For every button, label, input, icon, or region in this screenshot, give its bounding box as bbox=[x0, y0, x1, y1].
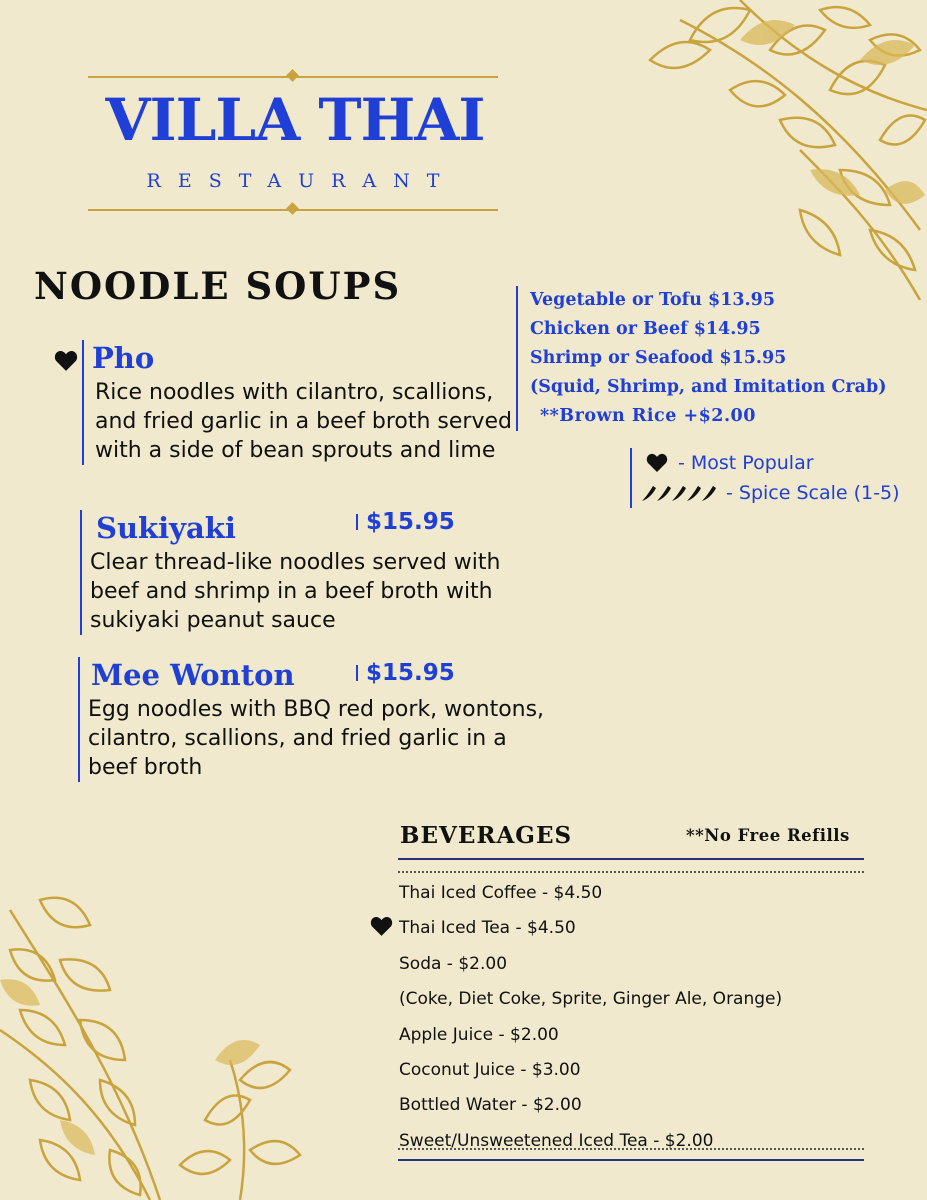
legend-popular-label: - Most Popular bbox=[678, 452, 814, 474]
list-item: Coconut Juice - $3.00 bbox=[399, 1060, 581, 1081]
restaurant-subtitle: RESTAURANT bbox=[146, 170, 457, 192]
item-description: Rice noodles with cilantro, scallions, and fried garlic in a beef broth served with a side of bean sprouts and lime bbox=[95, 380, 512, 463]
list-item: Thai Iced Tea - $4.50 bbox=[399, 918, 576, 939]
gold-leaf-decoration-bottom-left bbox=[0, 880, 320, 1200]
gold-leaf-decoration-top-right bbox=[620, 0, 927, 300]
list-item: (Coke, Diet Coke, Sprite, Ginger Ale, Orange) bbox=[399, 989, 783, 1010]
item-name: Mee Wonton bbox=[91, 658, 295, 692]
restaurant-title: VILLA THAI bbox=[105, 86, 485, 154]
list-item: Thai Iced Coffee - $4.50 bbox=[399, 883, 603, 903]
header-bottom-rule bbox=[88, 209, 498, 211]
beverages-dotted-rule bbox=[398, 871, 864, 873]
legend bbox=[630, 448, 927, 508]
beverages-note: **No Free Refills bbox=[686, 826, 850, 845]
list-item: Soda - $2.00 bbox=[399, 953, 508, 974]
item-price: $15.95 bbox=[356, 509, 455, 535]
heart-icon bbox=[646, 453, 668, 473]
list-item: Bottled Water - $2.00 bbox=[399, 1095, 582, 1116]
beverages-dotted-rule-bottom bbox=[398, 1148, 864, 1150]
list-item: Apple Juice - $2.00 bbox=[399, 1024, 559, 1045]
item-name: Pho bbox=[92, 341, 155, 375]
brown-rice-addon: **Brown Rice +$2.00 bbox=[540, 406, 756, 426]
legend-spice bbox=[646, 478, 927, 508]
menu-item-mee-wonton bbox=[78, 657, 548, 782]
price-list bbox=[516, 286, 920, 431]
beverages-bottom-rule bbox=[398, 1159, 864, 1161]
item-description: Egg noodles with BBQ red pork, wontons, cilantro, scallions, and fried garlic in a beef broth bbox=[88, 697, 545, 780]
seafood-note: (Squid, Shrimp, and Imitation Crab) bbox=[530, 377, 887, 397]
chili-pepper-icon bbox=[640, 483, 720, 503]
legend-spice-label: - Spice Scale (1-5) bbox=[726, 482, 900, 504]
list-item: Sweet/Unsweetened Iced Tea - $2.00 bbox=[399, 1130, 714, 1151]
item-description: Clear thread-like noodles served with beef and shrimp in a beef broth with sukiyaki peanut sauce bbox=[90, 550, 501, 633]
heart-icon bbox=[54, 350, 78, 372]
heart-icon bbox=[370, 916, 393, 937]
beverages-list bbox=[399, 876, 782, 1159]
item-name: Sukiyaki bbox=[96, 511, 236, 545]
price-vegetable-tofu: Vegetable or Tofu $13.95 bbox=[530, 290, 775, 310]
price-chicken-beef: Chicken or Beef $14.95 bbox=[530, 319, 761, 339]
menu-item-pho bbox=[82, 340, 512, 465]
beverages-top-rule bbox=[398, 858, 864, 860]
beverages-title: BEVERAGES bbox=[400, 822, 573, 849]
header-top-rule bbox=[88, 76, 498, 78]
legend-popular bbox=[646, 448, 927, 478]
menu-item-sukiyaki bbox=[80, 510, 550, 635]
item-price: $15.95 bbox=[356, 660, 455, 686]
section-title: NOODLE SOUPS bbox=[34, 264, 402, 308]
price-shrimp-seafood: Shrimp or Seafood $15.95 bbox=[530, 348, 787, 368]
